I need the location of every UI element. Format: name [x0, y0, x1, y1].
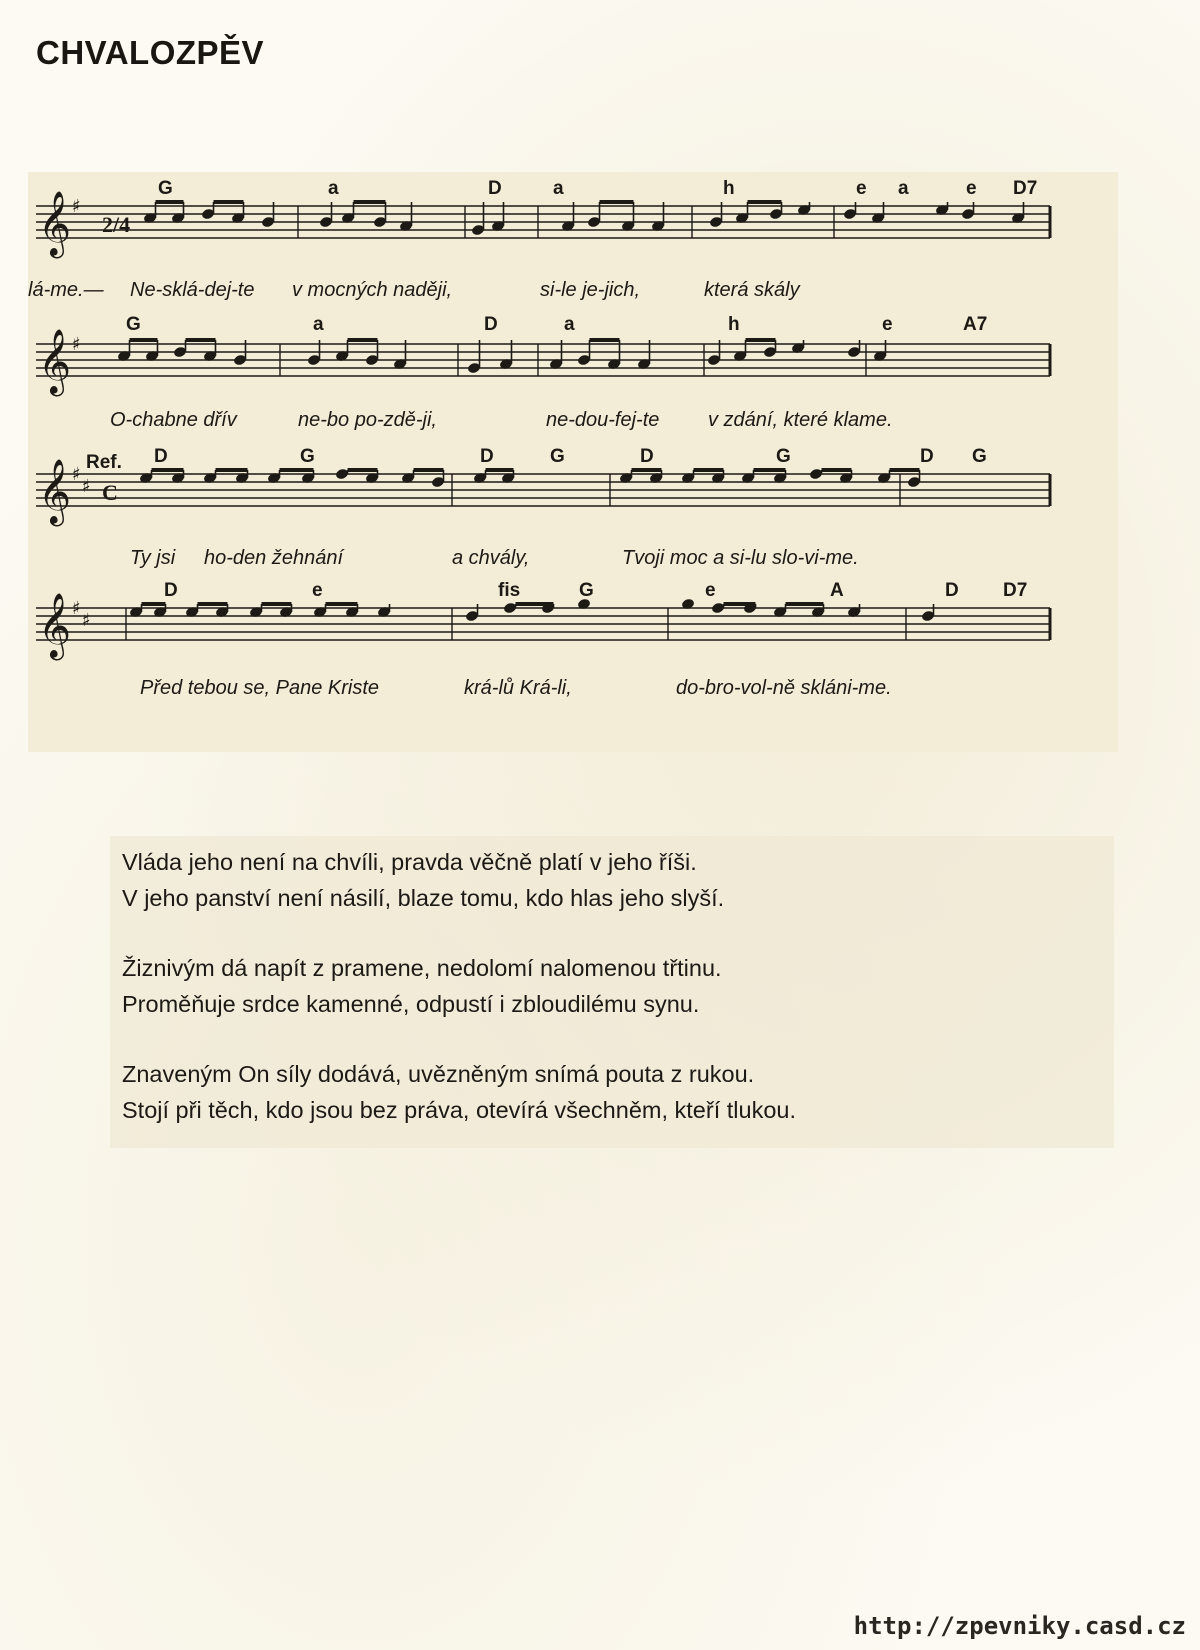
- chord-symbol: D: [164, 580, 178, 601]
- sharp-icon: ♯: [72, 598, 81, 619]
- chord-symbol: h: [723, 178, 735, 199]
- chord-symbol: A7: [963, 314, 988, 335]
- lyric-text: a chvály,: [452, 547, 530, 569]
- chord-symbol: e: [882, 314, 893, 335]
- chord-symbol: a: [328, 178, 339, 199]
- chord-symbol: D: [488, 178, 502, 199]
- lyric-text: do-bro-vol-ně skláni-me.: [676, 677, 892, 699]
- song-title: CHVALOZPĚV: [36, 34, 265, 71]
- sharp-icon: ♯: [72, 464, 81, 485]
- lyric-text: krá-lů Krá-li,: [464, 677, 572, 699]
- chord-symbol: D7: [1013, 178, 1038, 199]
- verse-line: Proměňuje srdce kamenné, odpustí i zbloudilému synu.: [122, 991, 700, 1017]
- chord-symbol: G: [126, 314, 141, 335]
- lyric-text: ne-bo po-zdě-ji,: [298, 409, 437, 431]
- chord-symbol: D: [920, 446, 934, 467]
- sharp-icon: ♯: [72, 196, 81, 217]
- chord-symbol: D: [480, 446, 494, 467]
- chord-symbol: D: [945, 580, 959, 601]
- chord-symbol: G: [579, 580, 594, 601]
- chord-symbol: h: [728, 314, 740, 335]
- lyric-text: v zdání, které klame.: [708, 409, 893, 431]
- verses-block: [110, 836, 1114, 1148]
- staves-svg: [28, 172, 1118, 752]
- chord-symbol: e: [705, 580, 716, 601]
- lyric-text: ne-dou-fej-te: [546, 409, 660, 431]
- chord-symbol: a: [898, 178, 909, 199]
- lyric-text: v mocných naději,: [292, 279, 453, 301]
- verse-line: Stojí při těch, kdo jsou bez práva, otevírá všechněm, kteří tlukou.: [122, 1097, 796, 1123]
- sharp-icon: ♯: [82, 476, 91, 497]
- chord-symbol: e: [312, 580, 323, 601]
- chord-symbol: D7: [1003, 580, 1028, 601]
- lyric-text: lá-me.—: [28, 279, 104, 301]
- chord-symbol: a: [564, 314, 575, 335]
- time-signature: 2/4: [102, 212, 131, 237]
- chord-symbol: A: [830, 580, 844, 601]
- lyric-text: si-le je-jich,: [540, 279, 641, 301]
- stanza-2: [122, 950, 1102, 1022]
- chord-symbol: D: [154, 446, 168, 467]
- chord-symbol: D: [640, 446, 654, 467]
- sharp-icon: ♯: [72, 334, 81, 355]
- verse-line: Vláda jeho není na chvíli, pravda věčně platí v jeho říši.: [122, 849, 697, 875]
- chord-symbol: e: [966, 178, 977, 199]
- lyric-text: Tvoji moc a si-lu slo-vi-me.: [622, 547, 859, 569]
- chord-symbol: G: [550, 446, 565, 467]
- lyric-text: Ty jsi: [130, 547, 176, 569]
- lyric-text: Před tebou se, Pane Kriste: [140, 677, 380, 699]
- lyric-text: ho-den žehnání: [204, 547, 344, 569]
- chord-symbol: G: [158, 178, 173, 199]
- treble-clef-icon: 𝄞: [38, 593, 72, 658]
- treble-clef-icon: 𝄞: [38, 191, 72, 256]
- verse-line: Žiznivým dá napít z pramene, nedolomí nalomenou třtinu.: [122, 955, 722, 981]
- lyric-text: Ne-sklá-dej-te: [130, 279, 255, 301]
- lyric-text: která skály: [704, 279, 800, 301]
- music-notation: [28, 172, 1118, 752]
- sharp-icon: ♯: [82, 610, 91, 631]
- chord-symbol: a: [553, 178, 564, 199]
- stanza-3: [122, 1056, 1102, 1128]
- treble-clef-icon: 𝄞: [38, 459, 72, 524]
- verse-line: V jeho panství není násilí, blaze tomu, kdo hlas jeho slyší.: [122, 885, 725, 911]
- chord-symbol: G: [972, 446, 987, 467]
- stanza-1: [122, 844, 1102, 916]
- treble-clef-icon: 𝄞: [38, 329, 72, 394]
- chord-symbol: e: [856, 178, 867, 199]
- footer-url: http://zpevniky.casd.cz: [853, 1612, 1186, 1640]
- chord-symbol: G: [300, 446, 315, 467]
- time-signature: C: [102, 480, 118, 505]
- chord-symbol: a: [313, 314, 324, 335]
- verse-line: Znaveným On síly dodává, uvězněným snímá pouta z rukou.: [122, 1061, 755, 1087]
- lyric-text: O-chabne dřív: [110, 409, 237, 431]
- chord-symbol: G: [776, 446, 791, 467]
- chord-symbol: fis: [498, 580, 521, 601]
- refrain-label: Ref.: [86, 452, 122, 473]
- chord-symbol: D: [484, 314, 498, 335]
